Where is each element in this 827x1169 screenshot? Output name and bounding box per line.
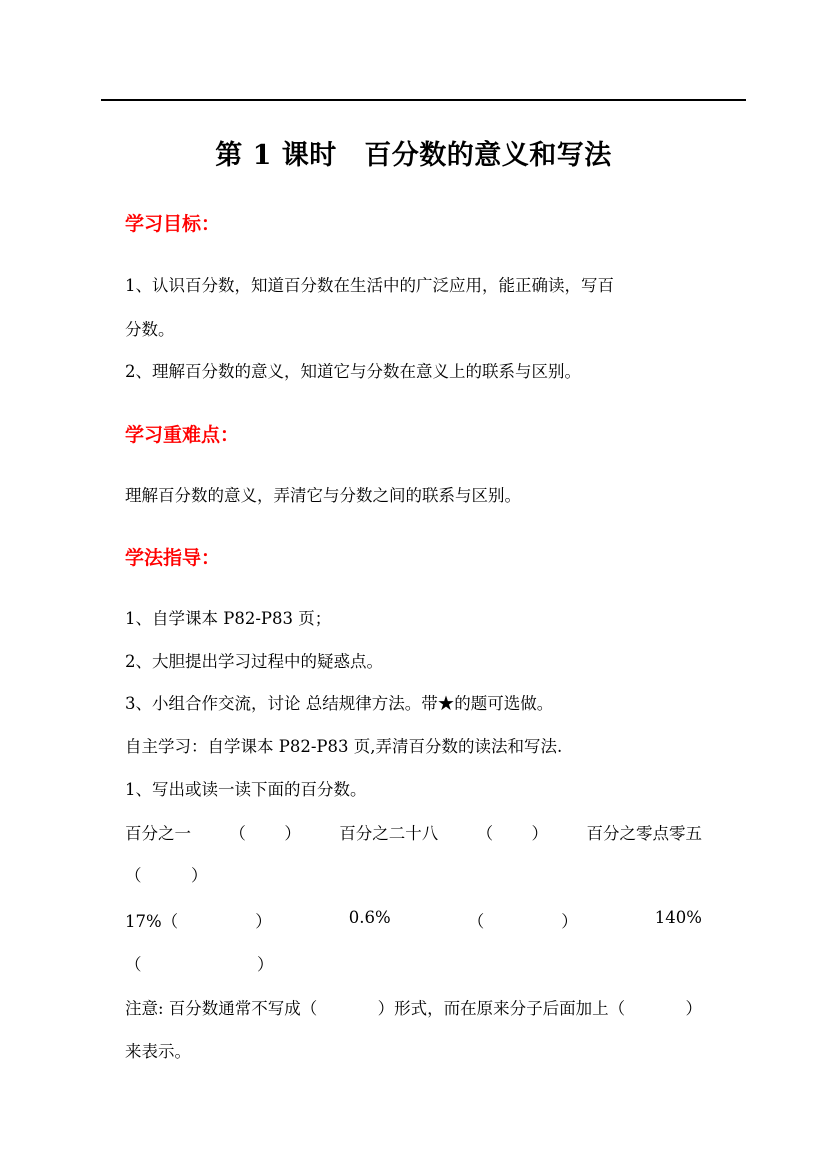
exercise-row-2	[125, 908, 702, 932]
exercise-instruction: 1、写出或读一读下面的百分数。	[125, 780, 367, 799]
page-title: 第 1 课时 百分数的意义和写法	[215, 140, 612, 171]
exercise-row-1-cont: （ ）	[125, 866, 208, 885]
method-line-2: 2、大胆提出学习过程中的疑惑点。	[125, 652, 383, 671]
key-points-heading: 学习重难点：	[125, 424, 240, 446]
note-text: ）形式，而在原来分子后面加上（	[377, 999, 626, 1018]
answer-blank-open: （	[476, 824, 494, 843]
method-line-1: 1、自学课本 P82-P83 页；	[125, 609, 332, 628]
header-rule	[101, 99, 746, 101]
answer-blank-close: ）	[284, 824, 301, 843]
goals-line-1: 1、认识百分数，知道百分数在生活中的广泛应用，能正确读，写百	[125, 276, 614, 295]
goals-line-3: 2、理解百分数的意义，知道它与分数在意义上的联系与区别。	[125, 362, 581, 381]
answer-blank-close: ）	[255, 912, 272, 931]
exercise-item-text: 百分之二十八	[339, 824, 439, 843]
note-line-2: 来表示。	[125, 1042, 191, 1061]
goals-line-2: 分数。	[125, 320, 175, 339]
exercise-item-text: 17%（	[125, 912, 179, 931]
self-study-line: 自主学习：自学课本 P82-P83 页,弄清百分数的读法和写法.	[125, 737, 563, 756]
exercise-item-text: 140%	[654, 908, 702, 927]
goals-heading: 学习目标：	[125, 213, 221, 235]
answer-blank-close: ）	[531, 824, 549, 843]
exercise-item-text: 百分之一	[125, 824, 191, 843]
key-points-line-1: 理解百分数的意义，弄清它与分数之间的联系与区别。	[125, 486, 521, 505]
answer-blank-open: （	[229, 824, 246, 843]
exercise-row-1	[125, 820, 702, 844]
answer-blank-close: ）	[561, 912, 578, 931]
note-line-1	[125, 995, 702, 1019]
note-text: ）	[685, 999, 702, 1018]
exercise-item-text: 0.6%	[348, 908, 391, 927]
method-line-3: 3、小组合作交流，讨论 总结规律方法。带★的题可选做。	[125, 694, 554, 713]
note-text: 注意: 百分数通常不写成（	[125, 999, 318, 1018]
exercise-row-2-cont: （ ）	[125, 955, 274, 974]
method-heading: 学法指导：	[125, 547, 221, 569]
exercise-item-text: 百分之零点零五	[586, 824, 702, 843]
answer-blank-open: （	[467, 912, 485, 931]
